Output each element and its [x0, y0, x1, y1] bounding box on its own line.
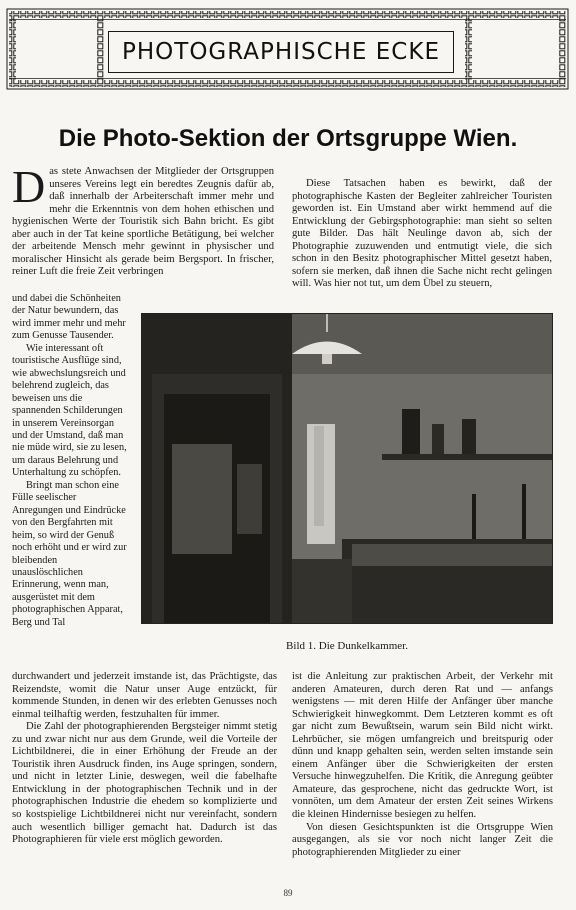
page-number: 89 — [283, 888, 293, 898]
paragraph: und dabei die Schönheiten der Natur bewundern, das wird immer mehr und mehr zum Genusse Tausender. — [12, 293, 126, 342]
drop-cap: D — [12, 161, 46, 212]
right-column-bottom — [292, 671, 553, 859]
intro-text: as stete Anwachsen der Mitglieder der Ortsgruppen unseres Vereins legt ein beredtes Zeugnis dafür ab, daß innerhalb der Arbeiterschaft immer mehr und mehr die Erkenntnis — [49, 166, 274, 215]
paragraph: Von diesen Gesichtspunkten ist die Ortsgruppe Wien ausgegangen, als sie vor noch nicht langer Zeit die photographierenden Mitglieder zu einer — [292, 821, 553, 858]
left-column-bottom — [12, 671, 277, 847]
paragraph: Die Zahl der photographierenden Bergsteiger nimmt stetig zu und zwar nicht nur aus dem Grunde, weil die Vorteile der Lichtbildnerei, die in einer Erhöhung der Freude an der Touristik ihren Ausdruck finden, ins Auge springen, sondern, und nicht in letzter Linie, deswegen, weil die fabelhafte Entwicklung in der photographischen Technik und in der photographischen Industrie die ehedem so komplizierte und so kostspielige Lichtbildnerei nicht nur vereinfacht, sondern auch wesentlich billiger gemacht hat. Dadurch ist das Photographieren für viele erst möglich geworden. — [12, 721, 277, 846]
section-title: PHOTOGRAPHISCHE ECKE — [108, 31, 454, 73]
left-column-narrow — [12, 293, 128, 629]
right-column-top — [292, 178, 552, 291]
darkroom-illustration — [142, 314, 553, 624]
paragraph: ist die Anleitung zur praktischen Arbeit, der Verkehr mit anderen Amateuren, durch deren Rat und — anfangs wenigstens — mit deren Hilfe der Anfänger über manche Schwierigkeit hinwegkommt. Dem Letzteren kommt es oft gar nicht zum Bewußtsein, warum sein Bild nicht wirkt. Lehrbücher, sie mögen umfangreich und breitspurig oder dünn und knapp gehalten sein, werden selten imstande sein einem Anfänger über die Schwierigkeiten der ersten Versuche hinwegzuhelfen. Die Kritik, die Anregung geübter Amateure, das gesprochene, nicht das gedruckte Wort, ist vonnöten, um dem Amateur der ersten Zeit seines Wirkens die kleinen Hindernisse besiegen zu helfen. — [292, 671, 553, 821]
article-title: Die Photo-Sektion der Ortsgruppe Wien. — [58, 125, 518, 152]
darkroom-photo — [141, 313, 553, 624]
paragraph: Bringt man schon eine Fülle seelischer Anregungen und Eindrücke von den Bergfahrten mit heim, so wird der Genuß noch erhöht und er wird zur bleibenden unauslöschlichen Erinnerung, wenn man, ausgerüstet mit dem photographischen Apparat, Berg und Tal — [12, 479, 127, 628]
figure-caption: Bild 1. Die Dunkelkammer. — [286, 640, 408, 652]
intro-paragraph — [12, 161, 274, 279]
paragraph: Diese Tatsachen haben es bewirkt, daß der photographische Kasten der Begleiter zahlreicher Touristen geworden ist. Ein Umstand aber wirkt hemmend auf die Entwicklung der Gebirgsphotographie: man sieht so selten gute Bilder. Das hält Neulinge davon ab, sich der Photographie zuzuwenden und entmutigt viele, die sich schon in den Besitz photographischer Mittel gesetzt haben, sofern sie merken, daß ihnen die Sache nicht recht gelingen will. Was hier not tut, um dem Übel zu steuern, — [292, 178, 552, 290]
paragraph: durchwandert und jederzeit imstande ist, das Prächtigste, das Reizendste, womit die Natur unser Auge entzückt, für kommende Stunden, in denen wir des erlebten Genusses noch einmal teilhaftig werden, festzuhalten für immer. — [12, 671, 277, 720]
left-column-top — [12, 161, 274, 279]
intro-text-continued: von dem hohen ethischen und hygienischen Werte der Touristik sich Bahn bricht. Es gibt aber auch in der Tat keine sportliche Betätigung, bei welcher der arbeitende Mensch mehr gewinnt in physischer und moralischer Hinsicht als gerade beim Bergsport. In frischer, reiner Luft die freie Zeit verbringen — [12, 203, 274, 278]
paragraph: Wie interessant oft touristische Ausflüge sind, wie abwechslungsreich und belehrend zugleich, das beweisen uns die spannenden Schilderungen in unserem Vereinsorgan und der Umstand, daß man nie müde wird, sie zu lesen, um daraus Belehrung und Unterhaltung zu schöpfen. — [12, 342, 127, 479]
